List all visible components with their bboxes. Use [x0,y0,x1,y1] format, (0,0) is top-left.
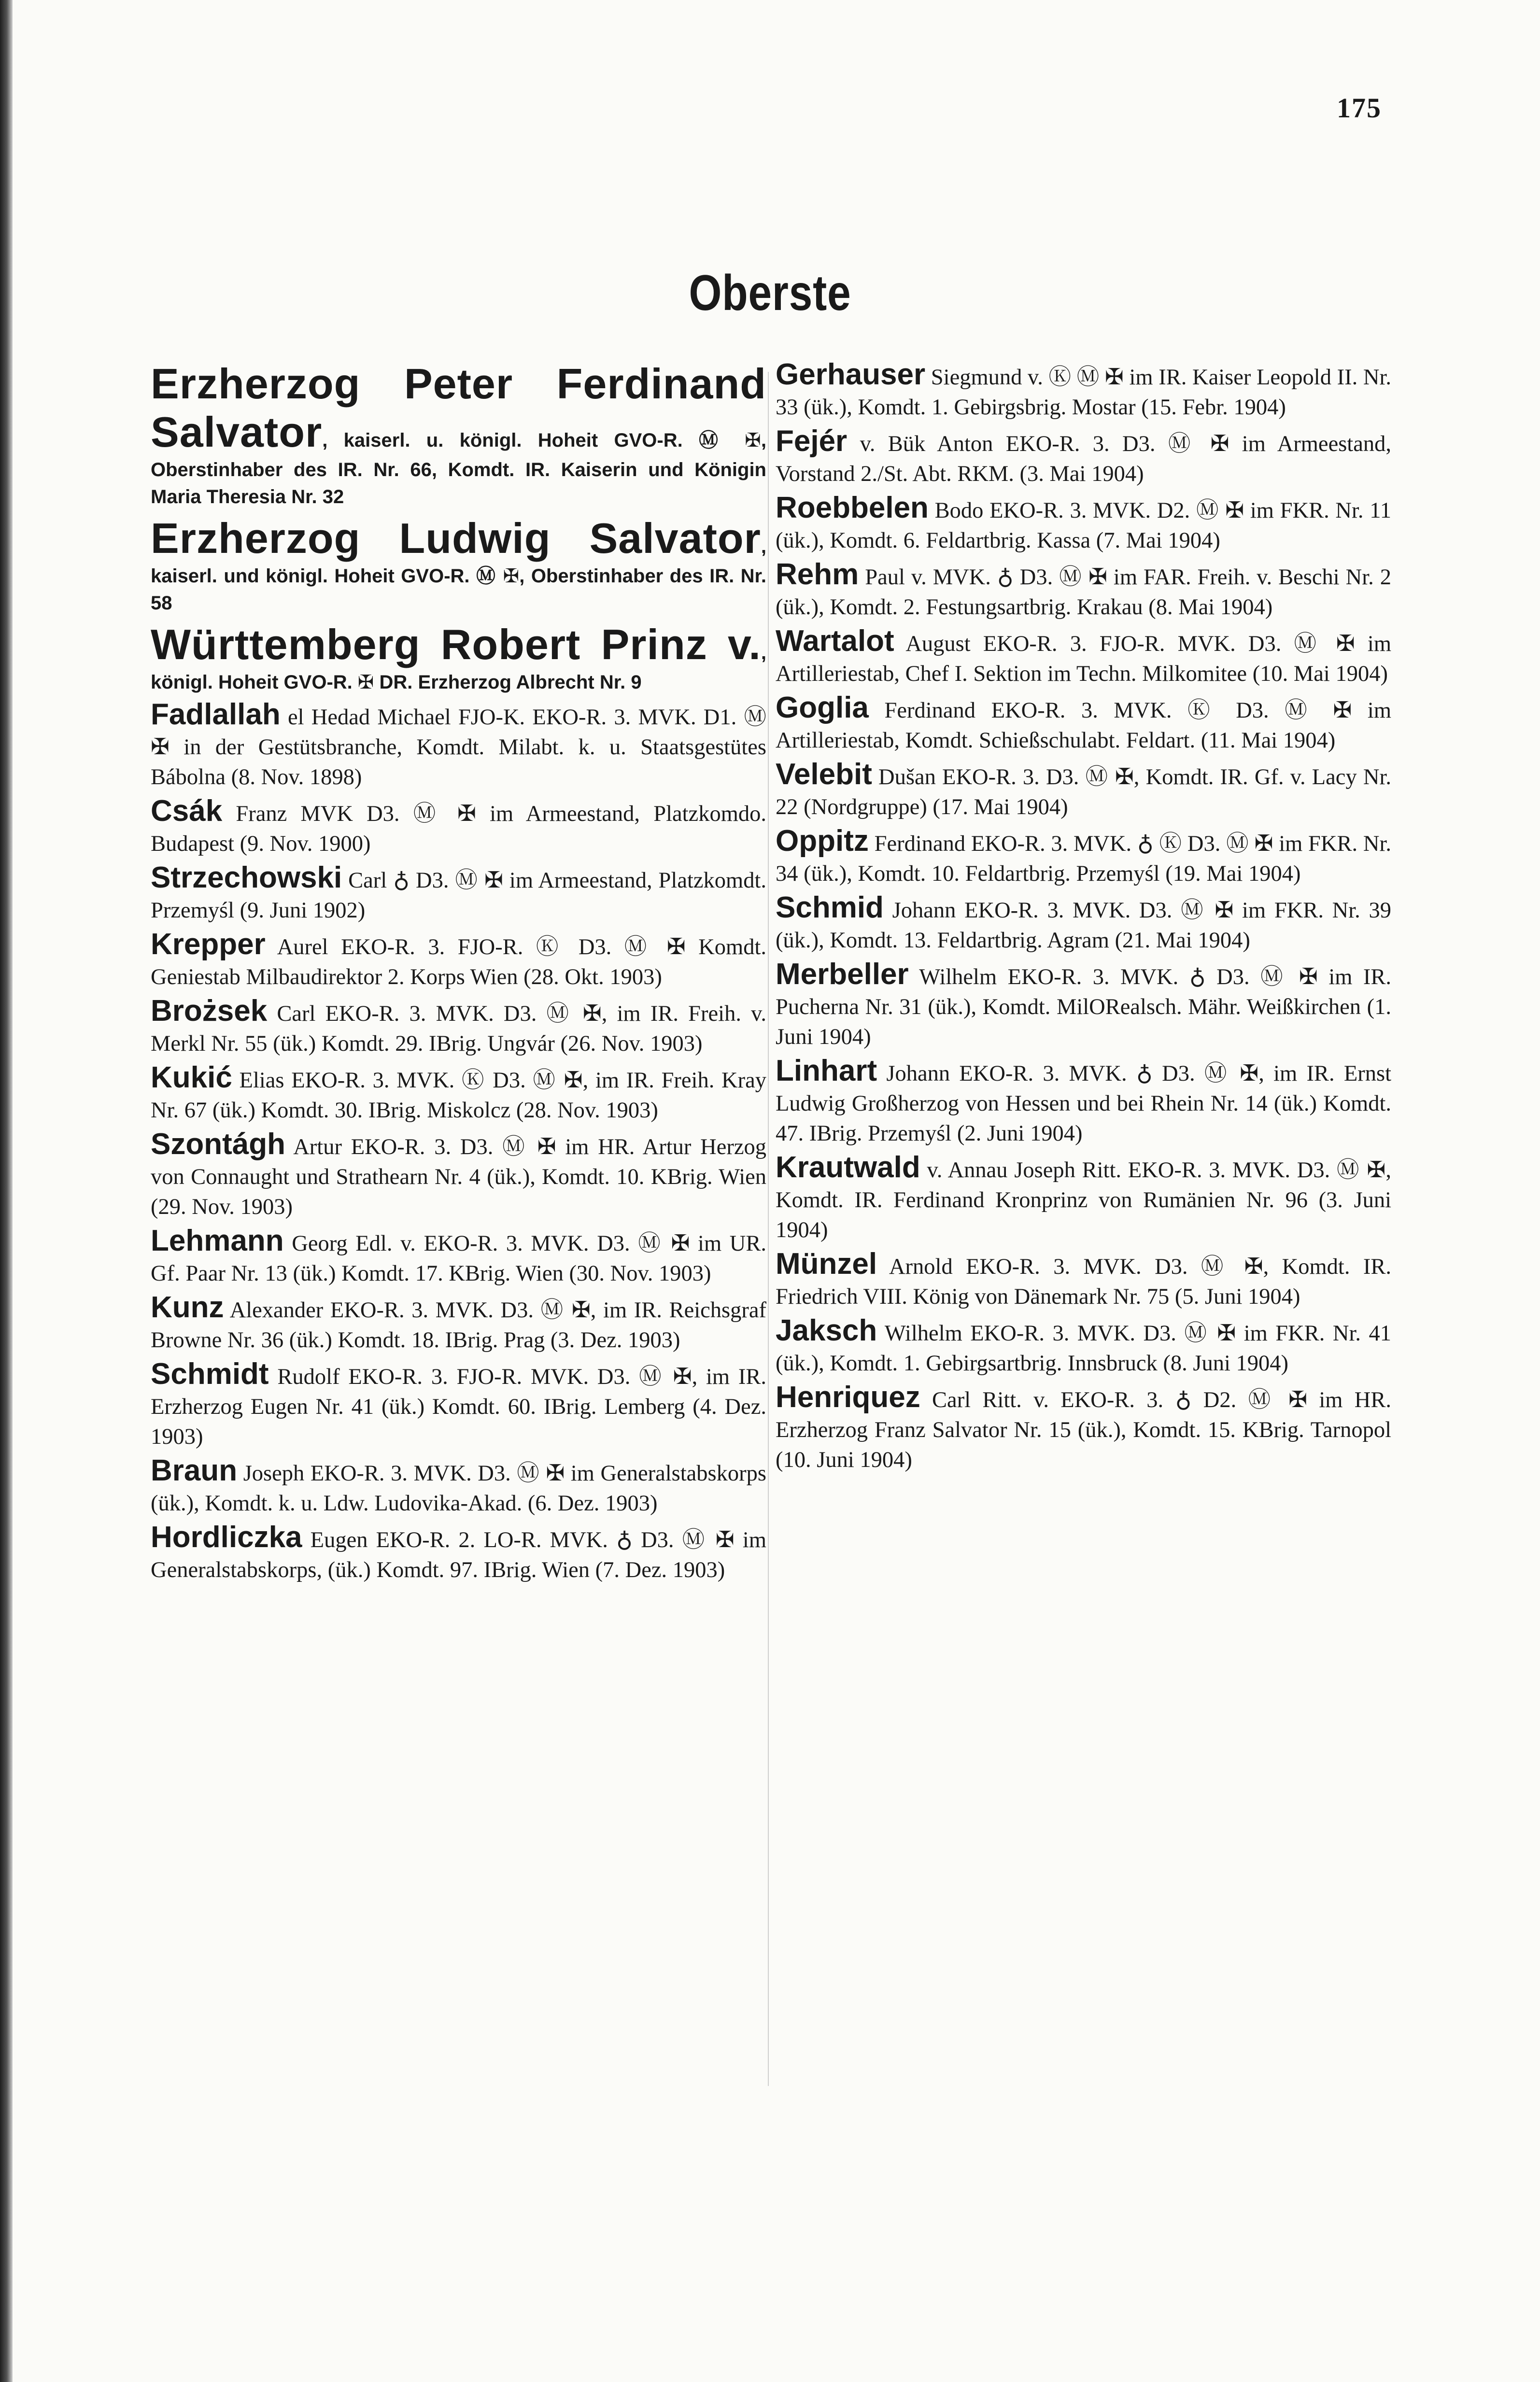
entry-name: Kunz [151,1291,224,1324]
entry-text: Carl ♁ D3. Ⓜ ✠ im Armeestand, Platzkomdt. Przemyśl (9. Juni 1902) [151,868,766,923]
entry-name: Brożsek [151,994,268,1028]
entry [151,1063,766,1126]
entry [776,1249,1391,1312]
entry-name: Erzherzog Peter Ferdinand Salvator [151,360,766,456]
entry [151,514,766,617]
entry-name: Münzel [776,1247,877,1281]
entry-name: Henriquez [776,1381,920,1414]
entry-name: Gerhauser [776,358,926,391]
entry [776,493,1391,556]
entry-text: Franz MVK D3. Ⓜ ✠ im Armeestand, Platzkomdo. Budapest (9. Nov. 1900) [151,802,766,856]
entry-name: Schmid [776,891,884,924]
entry-name: Fejér [776,424,848,458]
entry [776,1382,1391,1475]
page-number: 175 [1337,92,1382,124]
entry [151,996,766,1059]
entry-text: Dušan EKO-R. 3. D3. Ⓜ ✠, Komdt. IR. Gf. v. Lacy Nr. 22 (Nordgruppe) (17. Mai 1904) [776,765,1391,819]
entry-name: Erzherzog Ludwig Salvator [151,514,761,562]
entry [776,693,1391,756]
entry-name: Braun [151,1454,238,1487]
entry-text: Joseph EKO-R. 3. MVK. D3. Ⓜ ✠ im Generalstabskorps (ük.), Komdt. k. u. Ldw. Ludovika-Akad. (6. Dez. 1903) [151,1461,766,1516]
entry [776,826,1391,889]
entry-name: Velebit [776,758,872,791]
entry-text: , kaiserl. und königl. Hoheit GVO-R. Ⓜ ✠, Oberstinhaber des IR. Nr. 58 [151,536,766,614]
entry [151,1129,766,1222]
entry [776,1316,1391,1379]
entry-text: Siegmund v. Ⓚ Ⓜ ✠ im IR. Kaiser Leopold II. Nr. 33 (ük.), Komdt. 1. Gebirgsbrig. Mostar (15. Febr. 1904) [776,365,1391,420]
entry-text: Wilhelm EKO-R. 3. MVK. ♁ D3. Ⓜ ✠ im IR. Pucherna Nr. 31 (ük.), Komdt. MilORealsch. Mähr. Weißkirchen (1. Juni 1904) [776,965,1391,1049]
entry-text: , königl. Hoheit GVO-R. ✠ DR. Erzherzog Albrecht Nr. 9 [151,642,766,693]
entry-name: Szontágh [151,1128,285,1161]
entry-name: Fadlallah [151,698,281,731]
entry-text: Alexander EKO-R. 3. MVK. D3. Ⓜ ✠, im IR. Reichsgraf Browne Nr. 36 (ük.) Komdt. 18. IBrig. Prag (3. Dez. 1903) [151,1298,766,1353]
entry-text: Johann EKO-R. 3. MVK. ♁ D3. Ⓜ ✠, im IR. Ernst Ludwig Großherzog von Hessen und bei Rhein Nr. 14 (ük.) Komdt. 47. IBrig. Przemyśl (2. Juni 1904) [776,1061,1391,1146]
entry [776,893,1391,956]
entry-text: Paul v. MVK. ♁ D3. Ⓜ ✠ im FAR. Freih. v. Beschi Nr. 2 (ük.), Komdt. 2. Festungsartbrig. Krakau (8. Mai 1904) [776,565,1391,620]
entry [151,1456,766,1519]
entry-name: Rehm [776,558,859,591]
entry [776,626,1391,689]
entry-text: Ferdinand EKO-R. 3. MVK. ♁ Ⓚ D3. Ⓜ ✠ im FKR. Nr. 34 (ük.), Komdt. 10. Feldartbrig. Przemyśl (19. Mai 1904) [776,832,1391,886]
right-column [776,360,1391,1479]
entry-name: Csák [151,794,223,828]
entry [151,1359,766,1452]
entry-text: Wilhelm EKO-R. 3. MVK. D3. Ⓜ ✠ im FKR. Nr. 41 (ük.), Komdt. 1. Gebirgsartbrig. Innsbruck (8. Juni 1904) [776,1321,1391,1376]
entry [151,1293,766,1355]
entry [151,930,766,992]
scan-edge [0,0,13,2382]
entry-text: Artur EKO-R. 3. D3. Ⓜ ✠ im HR. Artur Herzog von Connaught und Strathearn Nr. 4 (ük.), Komdt. 10. KBrig. Wien (29. Nov. 1903) [151,1135,766,1219]
entry [776,1153,1391,1245]
entry-text: Eugen EKO-R. 2. LO-R. MVK. ♁ D3. Ⓜ ✠ im Generalstabskorps, (ük.) Komdt. 97. IBrig. Wien (7. Dez. 1903) [151,1528,766,1582]
entry-name: Strzechowski [151,861,342,894]
entry-name: Krautwald [776,1151,920,1184]
entry-text: Carl Ritt. v. EKO-R. 3. ♁ D2. Ⓜ ✠ im HR. Erzherzog Franz Salvator Nr. 15 (ük.), Komdt. 15. KBrig. Tarnopol (10. Juni 1904) [776,1388,1391,1472]
entry-text: Bodo EKO-R. 3. MVK. D2. Ⓜ ✠ im FKR. Nr. 11 (ük.), Komdt. 6. Feldartbrig. Kassa (7. Mai 1904) [776,498,1391,553]
entry-text: Rudolf EKO-R. 3. FJO-R. MVK. D3. Ⓜ ✠, im IR. Erzherzog Eugen Nr. 41 (ük.) Komdt. 60. IBrig. Lemberg (4. Dez. 1903) [151,1365,766,1449]
entry [776,560,1391,622]
entry-name: Krepper [151,928,266,961]
entry-text: Johann EKO-R. 3. MVK. D3. Ⓜ ✠ im FKR. Nr. 39 (ük.), Komdt. 13. Feldartbrig. Agram (21. Mai 1904) [776,898,1391,953]
entry-name: Roebbelen [776,491,929,524]
entry-text: Ferdinand EKO-R. 3. MVK. Ⓚ D3. Ⓜ ✠ im Artilleriestab, Komdt. Schießschulabt. Feldart. (11. Mai 1904) [776,698,1391,753]
entry [776,959,1391,1052]
entry-text: Aurel EKO-R. 3. FJO-R. Ⓚ D3. Ⓜ ✠ Komdt. Geniestab Milbaudirektor 2. Korps Wien (28. Okt. 1903) [151,935,766,989]
entry-name: Goglia [776,691,869,724]
page-heading: Oberste [689,265,851,321]
entry [776,760,1391,822]
entry-text: v. Annau Joseph Ritt. EKO-R. 3. MVK. D3. Ⓜ ✠, Komdt. IR. Ferdinand Kronprinz von Rumänien Nr. 96 (3. Juni 1904) [776,1158,1391,1242]
entry [776,426,1391,489]
entry [776,360,1391,423]
entry [151,1226,766,1289]
entry-name: Lehmann [151,1224,284,1257]
left-column [151,360,766,1589]
entry-text: Arnold EKO-R. 3. MVK. D3. Ⓜ ✠, Komdt. IR. Friedrich VIII. König von Dänemark Nr. 75 (5. Juni 1904) [776,1254,1391,1309]
entry-name: Merbeller [776,958,909,991]
entry-text: v. Bük Anton EKO-R. 3. D3. Ⓜ ✠ im Armeestand, Vorstand 2./St. Abt. RKM. (3. Mai 1904) [776,432,1391,486]
entry-text: August EKO-R. 3. FJO-R. MVK. D3. Ⓜ ✠ im Artilleriestab, Chef I. Sektion im Techn. Milkomitee (10. Mai 1904) [776,632,1391,686]
entry [151,863,766,926]
entry-text: , kaiserl. u. königl. Hoheit GVO-R. Ⓜ ✠, Oberstinhaber des IR. Nr. 66, Komdt. IR. Kaiserin und Königin Maria Theresia Nr. 32 [151,430,766,507]
entry-text: Georg Edl. v. EKO-R. 3. MVK. D3. Ⓜ ✠ im UR. Gf. Paar Nr. 13 (ük.) Komdt. 17. KBrig. Wien (30. Nov. 1903) [151,1231,766,1286]
entry [151,620,766,696]
entry-text: Carl EKO-R. 3. MVK. D3. Ⓜ ✠, im IR. Freih. v. Merkl Nr. 55 (ük.) Komdt. 29. IBrig. Ungvár (26. Nov. 1903) [151,1001,766,1056]
entry-name: Wartalot [776,624,894,658]
entry-name: Württemberg Robert Prinz v. [151,620,761,668]
entry [776,1056,1391,1149]
entry-name: Jaksch [776,1314,877,1347]
entry [151,796,766,859]
entry-text: el Hedad Michael FJO-K. EKO-R. 3. MVK. D1. Ⓜ ✠ in der Gestütsbranche, Komdt. Milabt. k. u. Staatsgestütes Bábolna (8. Nov. 1898) [151,705,766,789]
entry-name: Hordliczka [151,1521,302,1554]
entry-name: Oppitz [776,824,869,858]
entry-name: Linhart [776,1054,877,1087]
entry [151,700,766,792]
entry [151,360,766,510]
entry-name: Schmidt [151,1357,269,1391]
entry-text: Elias EKO-R. 3. MVK. Ⓚ D3. Ⓜ ✠, im IR. Freih. Kray Nr. 67 (ük.) Komdt. 30. IBrig. Miskolcz (28. Nov. 1903) [151,1068,766,1123]
column-divider [768,372,769,2086]
entry [151,1522,766,1585]
entry-name: Kukić [151,1061,232,1094]
